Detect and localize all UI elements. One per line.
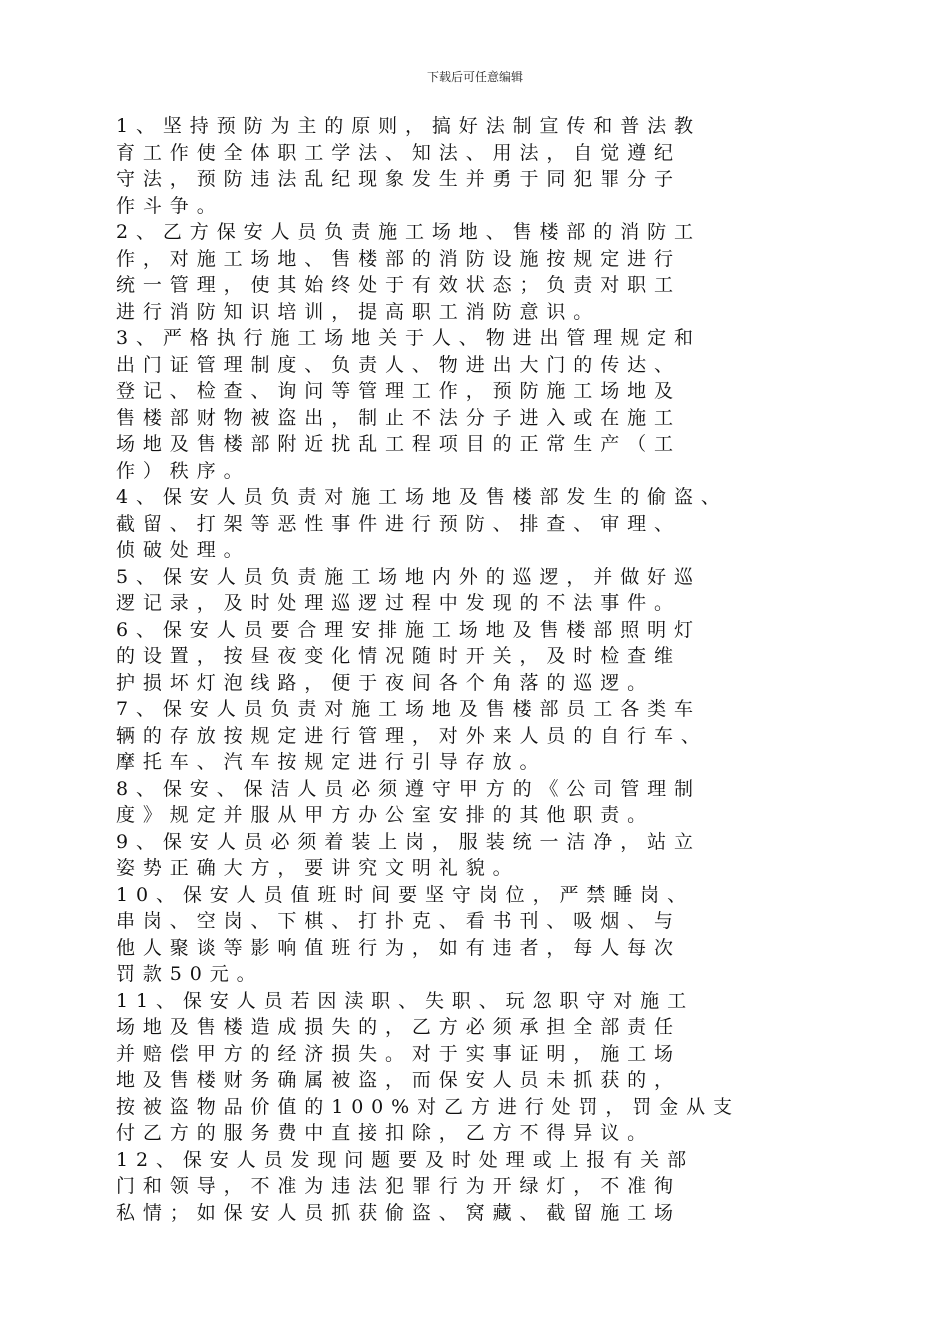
text-line: 进行消防知识培训，提高职工消防意识。 bbox=[116, 300, 601, 323]
text-line: 统一管理，使其始终处于有效状态；负责对职工 bbox=[116, 274, 681, 296]
text-line: 姿势正确大方，要讲究文明礼貌。 bbox=[116, 857, 520, 879]
text-line: 场地及售楼造成损失的，乙方必须承担全部责任 bbox=[116, 1016, 681, 1038]
text-line: 付乙方的服务费中直接扣除，乙方不得异议。 bbox=[116, 1122, 655, 1144]
text-line: 12、保安人员发现问题要及时处理或上报有关部 bbox=[116, 1148, 694, 1171]
text-line: 罚款50元。 bbox=[116, 963, 264, 985]
page-header: 下载后可任意编辑 bbox=[426, 70, 523, 84]
document-body bbox=[116, 113, 846, 1226]
text-line: 串岗、空岗、下棋、打扑克、看书刊、吸烟、与 bbox=[116, 910, 681, 932]
text-line: 7、保安人员负责对施工场地及售楼部员工各类车 bbox=[116, 698, 701, 720]
text-line: 3、严格执行施工场地关于人、物进出管理规定和 bbox=[116, 327, 701, 349]
text-line: 出门证管理制度、负责人、物进出大门的传达、 bbox=[116, 353, 681, 376]
text-line: 度》规定并服从甲方办公室安排的其他职责。 bbox=[116, 804, 655, 826]
text-line: 9、保安人员必须着装上岗，服装统一洁净，站立 bbox=[116, 830, 701, 853]
text-line: 售楼部财物被盗出，制止不法分子进入或在施工 bbox=[116, 406, 681, 429]
text-line: 5、保安人员负责施工场地内外的巡逻，并做好巡 bbox=[116, 565, 701, 588]
text-line: 私情；如保安人员抓获偷盗、窝藏、截留施工场 bbox=[116, 1201, 681, 1224]
text-line: 作斗争。 bbox=[116, 194, 224, 217]
text-line: 并赔偿甲方的经济损失。对于实事证明，施工场 bbox=[116, 1042, 681, 1065]
text-line: 11、保安人员若因渎职、失职、玩忽职守对施工 bbox=[116, 989, 694, 1012]
text-line: 场地及售楼部附近扰乱工程项目的正常生产（工 bbox=[116, 433, 681, 455]
text-line: 摩托车、汽车按规定进行引导存放。 bbox=[116, 751, 547, 773]
text-line: 4、保安人员负责对施工场地及售楼部发生的偷盗、 bbox=[116, 486, 728, 508]
text-line: 逻记录，及时处理巡逻过程中发现的不法事件。 bbox=[116, 592, 681, 614]
text-line: 2、乙方保安人员负责施工场地、售楼部的消防工 bbox=[116, 221, 701, 243]
text-line: 按被盗物品价值的100%对乙方进行处罚，罚金从支 bbox=[116, 1095, 740, 1118]
text-line: 他人聚谈等影响值班行为，如有违者，每人每次 bbox=[116, 936, 681, 959]
text-line: 作，对施工场地、售楼部的消防设施按规定进行 bbox=[116, 247, 681, 270]
text-line: 地及售楼财务确属被盗，而保安人员未抓获的， bbox=[116, 1069, 681, 1091]
text-line: 守法，预防违法乱纪现象发生并勇于同犯罪分子 bbox=[116, 168, 681, 190]
text-line: 的设置，按昼夜变化情况随时开关，及时检查维 bbox=[116, 645, 681, 667]
text-line: 1、坚持预防为主的原则，搞好法制宣传和普法教 bbox=[116, 115, 701, 137]
text-line: 截留、打架等恶性事件进行预防、排查、审理、 bbox=[116, 512, 681, 535]
text-line: 辆的存放按规定进行管理，对外来人员的自行车、 bbox=[116, 724, 708, 747]
text-line: 10、保安人员值班时间要坚守岗位，严禁睡岗、 bbox=[116, 883, 694, 906]
text-line: 门和领导，不准为违法犯罪行为开绿灯，不准徇 bbox=[116, 1175, 681, 1197]
text-line: 8、保安、保洁人员必须遵守甲方的《公司管理制 bbox=[116, 777, 701, 800]
text-line: 6、保安人员要合理安排施工场地及售楼部照明灯 bbox=[116, 618, 701, 641]
text-line: 护损坏灯泡线路，便于夜间各个角落的巡逻。 bbox=[116, 671, 655, 694]
text-line: 育工作使全体职工学法、知法、用法，自觉遵纪 bbox=[116, 141, 681, 164]
text-line: 作）秩序。 bbox=[116, 459, 251, 482]
text-line: 登记、检查、询问等管理工作，预防施工场地及 bbox=[116, 380, 681, 402]
text-line: 侦破处理。 bbox=[116, 539, 251, 561]
